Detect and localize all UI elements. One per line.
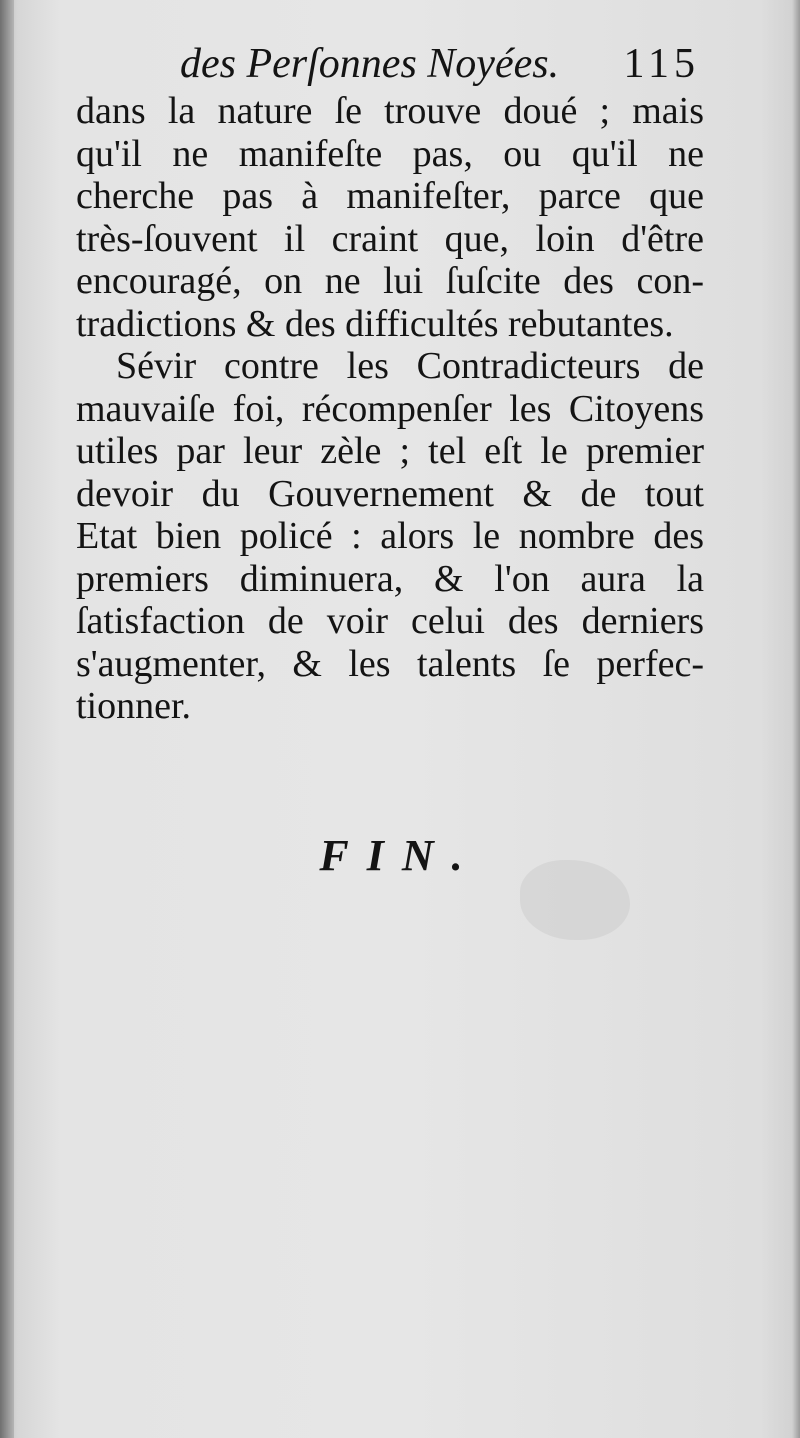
text-line: Etat bien policé : alors le nombre des: [76, 515, 704, 557]
text-line: tionner.: [76, 685, 192, 727]
page-edge: [792, 0, 800, 1438]
page-number: 115: [623, 41, 700, 87]
paragraph-start-line: Sévir contre les Contradicteurs de: [116, 345, 704, 387]
text-line: dans la nature ſe trouve doué ; mais: [76, 90, 704, 132]
text-line: premiers diminuera, & l'on aura la: [76, 557, 704, 600]
body-text: [76, 90, 704, 728]
text-line: devoir du Gouvernement & de tout: [76, 472, 704, 515]
text-line: cherche pas à manifeſter, parce que: [76, 175, 704, 217]
text-line: mauvaiſe foi, récompenſer les Citoyens: [76, 387, 704, 430]
text-line: ſatisfaction de voir celui des derniers: [76, 600, 704, 642]
text-line: s'augmenter, & les talents ſe perfec-: [76, 642, 704, 685]
page-gutter-shadow: [0, 0, 14, 1438]
text-line: tradictions & des difficultés rebutantes.: [76, 302, 674, 345]
running-title: des Perſonnes Noyées.: [180, 41, 560, 87]
page-header: [180, 34, 700, 94]
text-line: qu'il ne manifeſte pas, ou qu'il ne: [76, 132, 704, 175]
text-line: encouragé, on ne lui ſuſcite des con-: [76, 260, 704, 302]
text-line: très-ſouvent il craint que, loin d'être: [76, 217, 704, 260]
text-line: utiles par leur zèle ; tel eſt le premier: [76, 430, 704, 472]
fin-mark: FIN.: [319, 831, 481, 880]
